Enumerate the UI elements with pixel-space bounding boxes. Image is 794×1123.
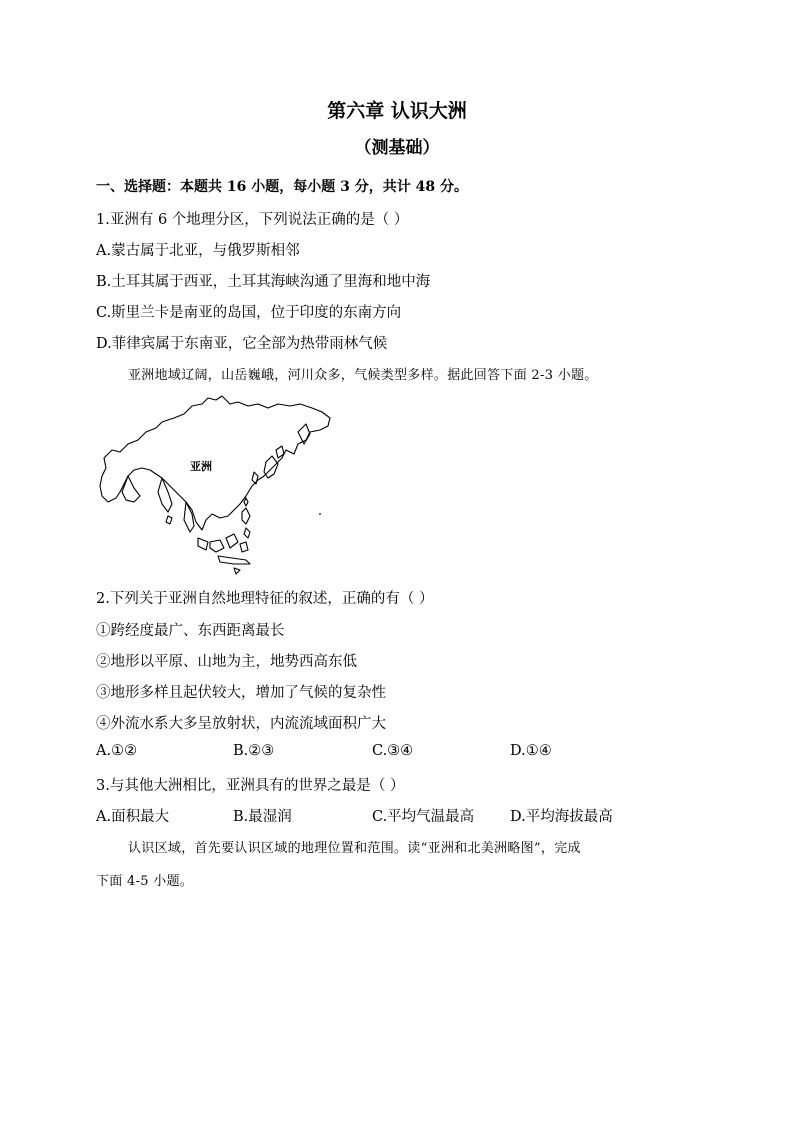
question-2-item-4: ④外流水系大多呈放射状，内流流域面积广大 xyxy=(96,716,386,732)
question-1-option-b: B.土耳其属于西亚，土耳其海峡沟通了里海和地中海 xyxy=(96,274,431,290)
reading-intro-line-2: 下面 4-5 小题。 xyxy=(96,874,194,889)
question-2-item-1: ①跨经度最广、东西距离最长 xyxy=(96,623,285,639)
question-1-stem: 1.亚洲有 6 个地理分区，下列说法正确的是（ ） xyxy=(96,212,409,228)
question-1-option-c: C.斯里兰卡是南亚的岛国，位于印度的东南方向 xyxy=(96,305,402,321)
map-intro-text: 亚洲地域辽阔，山岳巍峨，河川众多，气候类型多样。据此回答下面 2-3 小题。 xyxy=(128,368,598,383)
asia-outline-map-graphic xyxy=(98,392,338,576)
question-3-option-a: A.面积最大 xyxy=(96,809,170,825)
question-2-stem: 2.下列关于亚洲自然地理特征的叙述，正确的有（ ） xyxy=(96,591,434,607)
question-3-option-b: B.最湿润 xyxy=(233,809,292,825)
question-3-stem: 3.与其他大洲相比，亚洲具有的世界之最是（ ） xyxy=(96,778,405,794)
question-3-option-c: C.平均气温最高 xyxy=(372,809,475,825)
question-3-option-d: D.平均海拔最高 xyxy=(510,809,613,825)
section-heading: 一、选择题：本题共 16 小题，每小题 3 分，共计 48 分。 xyxy=(96,179,468,195)
question-2-item-3: ③地形多样且起伏较大，增加了气候的复杂性 xyxy=(96,685,386,701)
asia-map xyxy=(98,392,338,576)
question-1-option-a: A.蒙古属于北亚，与俄罗斯相邻 xyxy=(96,243,300,259)
question-2-item-2: ②地形以平原、山地为主，地势西高东低 xyxy=(96,654,357,670)
question-2-option-a: A.①② xyxy=(96,743,138,759)
document-subtitle: （测基础） xyxy=(354,138,440,158)
reading-intro-line-1: 认识区域，首先要认识区域的地理位置和范围。读“亚洲和北美洲略图”，完成 xyxy=(128,841,581,856)
document-title: 第六章 认识大洲 xyxy=(327,100,467,122)
question-2-option-c: C.③④ xyxy=(372,743,414,759)
question-2-option-d: D.①④ xyxy=(510,743,552,759)
question-2-option-b: B.②③ xyxy=(233,743,275,759)
question-1-option-d: D.菲律宾属于东南亚，它全部为热带雨林气候 xyxy=(96,336,388,352)
map-label-asia: 亚洲 xyxy=(190,460,212,473)
